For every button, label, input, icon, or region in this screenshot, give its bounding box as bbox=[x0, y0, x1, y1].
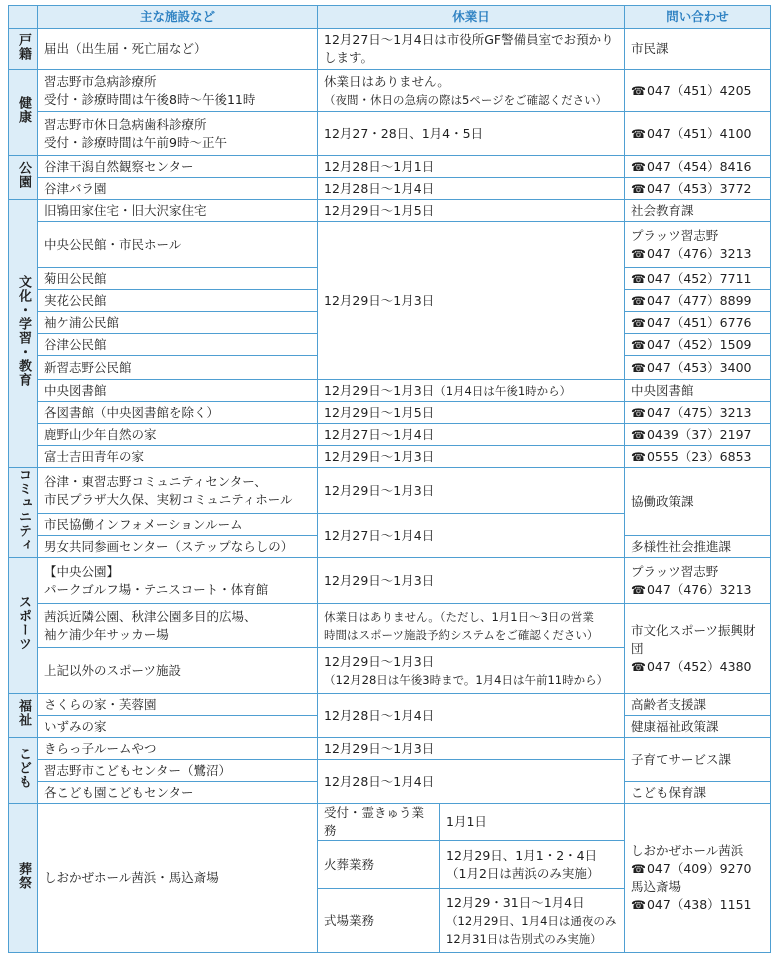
facility-cell: 上記以外のスポーツ施設 bbox=[38, 648, 318, 694]
phone-icon: ☎ bbox=[631, 271, 646, 286]
facility-cell: 袖ケ浦公民館 bbox=[38, 312, 318, 334]
category-sosai: 葬祭 bbox=[9, 804, 38, 953]
contact-cell: ☎047（453）3400 bbox=[625, 356, 771, 380]
category-koen: 公園 bbox=[9, 156, 38, 200]
header-row bbox=[9, 6, 771, 29]
table-row bbox=[9, 156, 771, 178]
closure-cell: 12月29日～1月3日 bbox=[318, 222, 625, 380]
contact-cell: 中央図書館 bbox=[625, 380, 771, 402]
closure-cell: 12月28日～1月4日 bbox=[318, 694, 625, 738]
table-row bbox=[9, 694, 771, 716]
table-row bbox=[9, 112, 771, 156]
phone-icon: ☎ bbox=[631, 360, 646, 375]
facility-cell: 茜浜近隣公園、秋津公園多目的広場、 袖ケ浦少年サッカー場 bbox=[38, 604, 318, 648]
contact-cell: ☎047（454）8416 bbox=[625, 156, 771, 178]
category-kenko: 健康 bbox=[9, 70, 38, 156]
table-row bbox=[9, 222, 771, 268]
contact-cell: 協働政策課 bbox=[625, 468, 771, 536]
closure-cell: 12月29日、1月1・2・4日 （1月2日は茜浜のみ実施） bbox=[440, 841, 625, 889]
header-closure: 休業日 bbox=[318, 6, 625, 29]
table-row bbox=[9, 424, 771, 446]
closure-schedule-table bbox=[8, 5, 771, 953]
phone-icon: ☎ bbox=[631, 181, 646, 196]
contact-cell: こども保育課 bbox=[625, 782, 771, 804]
closure-cell: 12月27日～1月4日 bbox=[318, 514, 625, 558]
table-row bbox=[9, 178, 771, 200]
table-row bbox=[9, 804, 771, 841]
contact-cell: ☎047（451）6776 bbox=[625, 312, 771, 334]
closure-cell: 12月29日～1月5日 bbox=[318, 402, 625, 424]
table-row bbox=[9, 446, 771, 468]
facility-cell: 鹿野山少年自然の家 bbox=[38, 424, 318, 446]
contact-cell: ☎047（452）1509 bbox=[625, 334, 771, 356]
facility-cell: きらっ子ルームやつ bbox=[38, 738, 318, 760]
facility-cell: 谷津バラ園 bbox=[38, 178, 318, 200]
facility-cell: 習志野市休日急病歯科診療所 受付・診療時間は午前9時～正午 bbox=[38, 112, 318, 156]
service-label: 受付・霊きゅう業務 bbox=[318, 804, 440, 841]
facility-cell: さくらの家・芙蓉園 bbox=[38, 694, 318, 716]
contact-cell: ☎047（475）3213 bbox=[625, 402, 771, 424]
facility-cell: 各図書館（中央図書館を除く） bbox=[38, 402, 318, 424]
header-category bbox=[9, 6, 38, 29]
closure-cell: 12月29日～1月5日 bbox=[318, 200, 625, 222]
table-row bbox=[9, 70, 771, 112]
closure-cell: 12月28日～1月1日 bbox=[318, 156, 625, 178]
category-koseki: 戸籍 bbox=[9, 29, 38, 70]
facility-cell: 習志野市こどもセンター（鷺沼） bbox=[38, 760, 318, 782]
contact-cell: プラッツ習志野 ☎047（476）3213 bbox=[625, 558, 771, 604]
contact-cell: プラッツ習志野 ☎047（476）3213 bbox=[625, 222, 771, 268]
facility-cell: しおかぜホール茜浜・馬込斎場 bbox=[38, 804, 318, 953]
phone-icon: ☎ bbox=[631, 315, 646, 330]
closure-cell: 12月27・28日、1月4・5日 bbox=[318, 112, 625, 156]
phone-icon: ☎ bbox=[631, 449, 646, 464]
header-contact: 問い合わせ bbox=[625, 6, 771, 29]
phone-icon: ☎ bbox=[631, 862, 646, 876]
closure-cell: 12月28日～1月4日 bbox=[318, 178, 625, 200]
phone-icon: ☎ bbox=[631, 659, 646, 674]
phone-icon: ☎ bbox=[631, 246, 646, 261]
closure-cell: 休業日はありません。 （夜間・休日の急病の際は5ページをご確認ください） bbox=[318, 70, 625, 112]
contact-cell: ☎047（451）4100 bbox=[625, 112, 771, 156]
facility-cell: いずみの家 bbox=[38, 716, 318, 738]
closure-cell: 1月1日 bbox=[440, 804, 625, 841]
closure-cell: 休業日はありません。（ただし、1月1日～3日の営業 時間はスポーツ施設予約システムをご確認ください） bbox=[318, 604, 625, 648]
table-row bbox=[9, 738, 771, 760]
table-row bbox=[9, 29, 771, 70]
category-community: コミュニティ bbox=[9, 468, 38, 558]
table-row bbox=[9, 468, 771, 514]
facility-cell: 谷津公民館 bbox=[38, 334, 318, 356]
contact-cell: ☎047（452）7711 bbox=[625, 268, 771, 290]
facility-cell: 男女共同参画センター（ステップならしの） bbox=[38, 536, 318, 558]
facility-cell: 旧鴇田家住宅・旧大沢家住宅 bbox=[38, 200, 318, 222]
phone-icon: ☎ bbox=[631, 427, 646, 442]
facility-cell: 市民協働インフォメーションルーム bbox=[38, 514, 318, 536]
closure-cell: 12月29日～1月3日 （12月28日は午後3時まで。1月4日は午前11時から） bbox=[318, 648, 625, 694]
phone-icon: ☎ bbox=[631, 293, 646, 308]
phone-icon: ☎ bbox=[631, 405, 646, 420]
closure-cell: 12月28日～1月4日 bbox=[318, 760, 625, 804]
table-row bbox=[9, 604, 771, 648]
contact-cell: 健康福祉政策課 bbox=[625, 716, 771, 738]
category-bunka: 文化・学習・教育 bbox=[9, 200, 38, 468]
facility-cell: 実花公民館 bbox=[38, 290, 318, 312]
table-row bbox=[9, 200, 771, 222]
closure-cell: 12月29日～1月3日（1月4日は午後1時から） bbox=[318, 380, 625, 402]
facility-cell: 習志野市急病診療所 受付・診療時間は午後8時～午後11時 bbox=[38, 70, 318, 112]
contact-cell: 社会教育課 bbox=[625, 200, 771, 222]
facility-cell: 新習志野公民館 bbox=[38, 356, 318, 380]
table-row bbox=[9, 380, 771, 402]
closure-cell: 12月29日～1月3日 bbox=[318, 446, 625, 468]
table-row bbox=[9, 558, 771, 604]
contact-cell: 子育てサービス課 bbox=[625, 738, 771, 782]
contact-cell: 市文化スポーツ振興財団 ☎047（452）4380 bbox=[625, 604, 771, 694]
closure-cell: 12月29日～1月3日 bbox=[318, 558, 625, 604]
category-sports: スポーツ bbox=[9, 558, 38, 694]
contact-cell: ☎047（477）8899 bbox=[625, 290, 771, 312]
facility-cell: 菊田公民館 bbox=[38, 268, 318, 290]
contact-cell: 高齢者支援課 bbox=[625, 694, 771, 716]
contact-cell: しおかぜホール茜浜 ☎047（409）9270 馬込斎場 ☎047（438）1151 bbox=[625, 804, 771, 953]
phone-icon: ☎ bbox=[631, 126, 646, 141]
table-row bbox=[9, 402, 771, 424]
header-facility: 主な施設など bbox=[38, 6, 318, 29]
closure-cell: 12月29・31日～1月4日 （12月29日、1月4日は通夜のみ 12月31日は告別式のみ実施） bbox=[440, 889, 625, 953]
facility-cell: 谷津・東習志野コミュニティセンター、 市民プラザ大久保、実籾コミュニティホール bbox=[38, 468, 318, 514]
phone-icon: ☎ bbox=[631, 898, 646, 912]
phone-icon: ☎ bbox=[631, 582, 646, 597]
facility-cell: 届出（出生届・死亡届など） bbox=[38, 29, 318, 70]
closure-cell: 12月27日～1月4日 bbox=[318, 424, 625, 446]
facility-cell: 中央公民館・市民ホール bbox=[38, 222, 318, 268]
closure-cell: 12月29日～1月3日 bbox=[318, 468, 625, 514]
facility-cell: 各こども園こどもセンター bbox=[38, 782, 318, 804]
category-fukushi: 福祉 bbox=[9, 694, 38, 738]
phone-icon: ☎ bbox=[631, 83, 646, 98]
facility-cell: 富士吉田青年の家 bbox=[38, 446, 318, 468]
contact-cell: ☎047（453）3772 bbox=[625, 178, 771, 200]
phone-icon: ☎ bbox=[631, 337, 646, 352]
service-label: 式場業務 bbox=[318, 889, 440, 953]
closure-cell: 12月27日～1月4日は市役所GF警備員室でお預かりします。 bbox=[318, 29, 625, 70]
facility-cell: 中央図書館 bbox=[38, 380, 318, 402]
contact-cell: 市民課 bbox=[625, 29, 771, 70]
service-label: 火葬業務 bbox=[318, 841, 440, 889]
contact-cell: 多様性社会推進課 bbox=[625, 536, 771, 558]
facility-cell: 谷津干潟自然観察センター bbox=[38, 156, 318, 178]
closure-cell: 12月29日～1月3日 bbox=[318, 738, 625, 760]
phone-icon: ☎ bbox=[631, 159, 646, 174]
facility-cell: 【中央公園】 パークゴルフ場・テニスコート・体育館 bbox=[38, 558, 318, 604]
contact-cell: ☎0439（37）2197 bbox=[625, 424, 771, 446]
contact-cell: ☎047（451）4205 bbox=[625, 70, 771, 112]
category-kodomo: こども bbox=[9, 738, 38, 804]
contact-cell: ☎0555（23）6853 bbox=[625, 446, 771, 468]
